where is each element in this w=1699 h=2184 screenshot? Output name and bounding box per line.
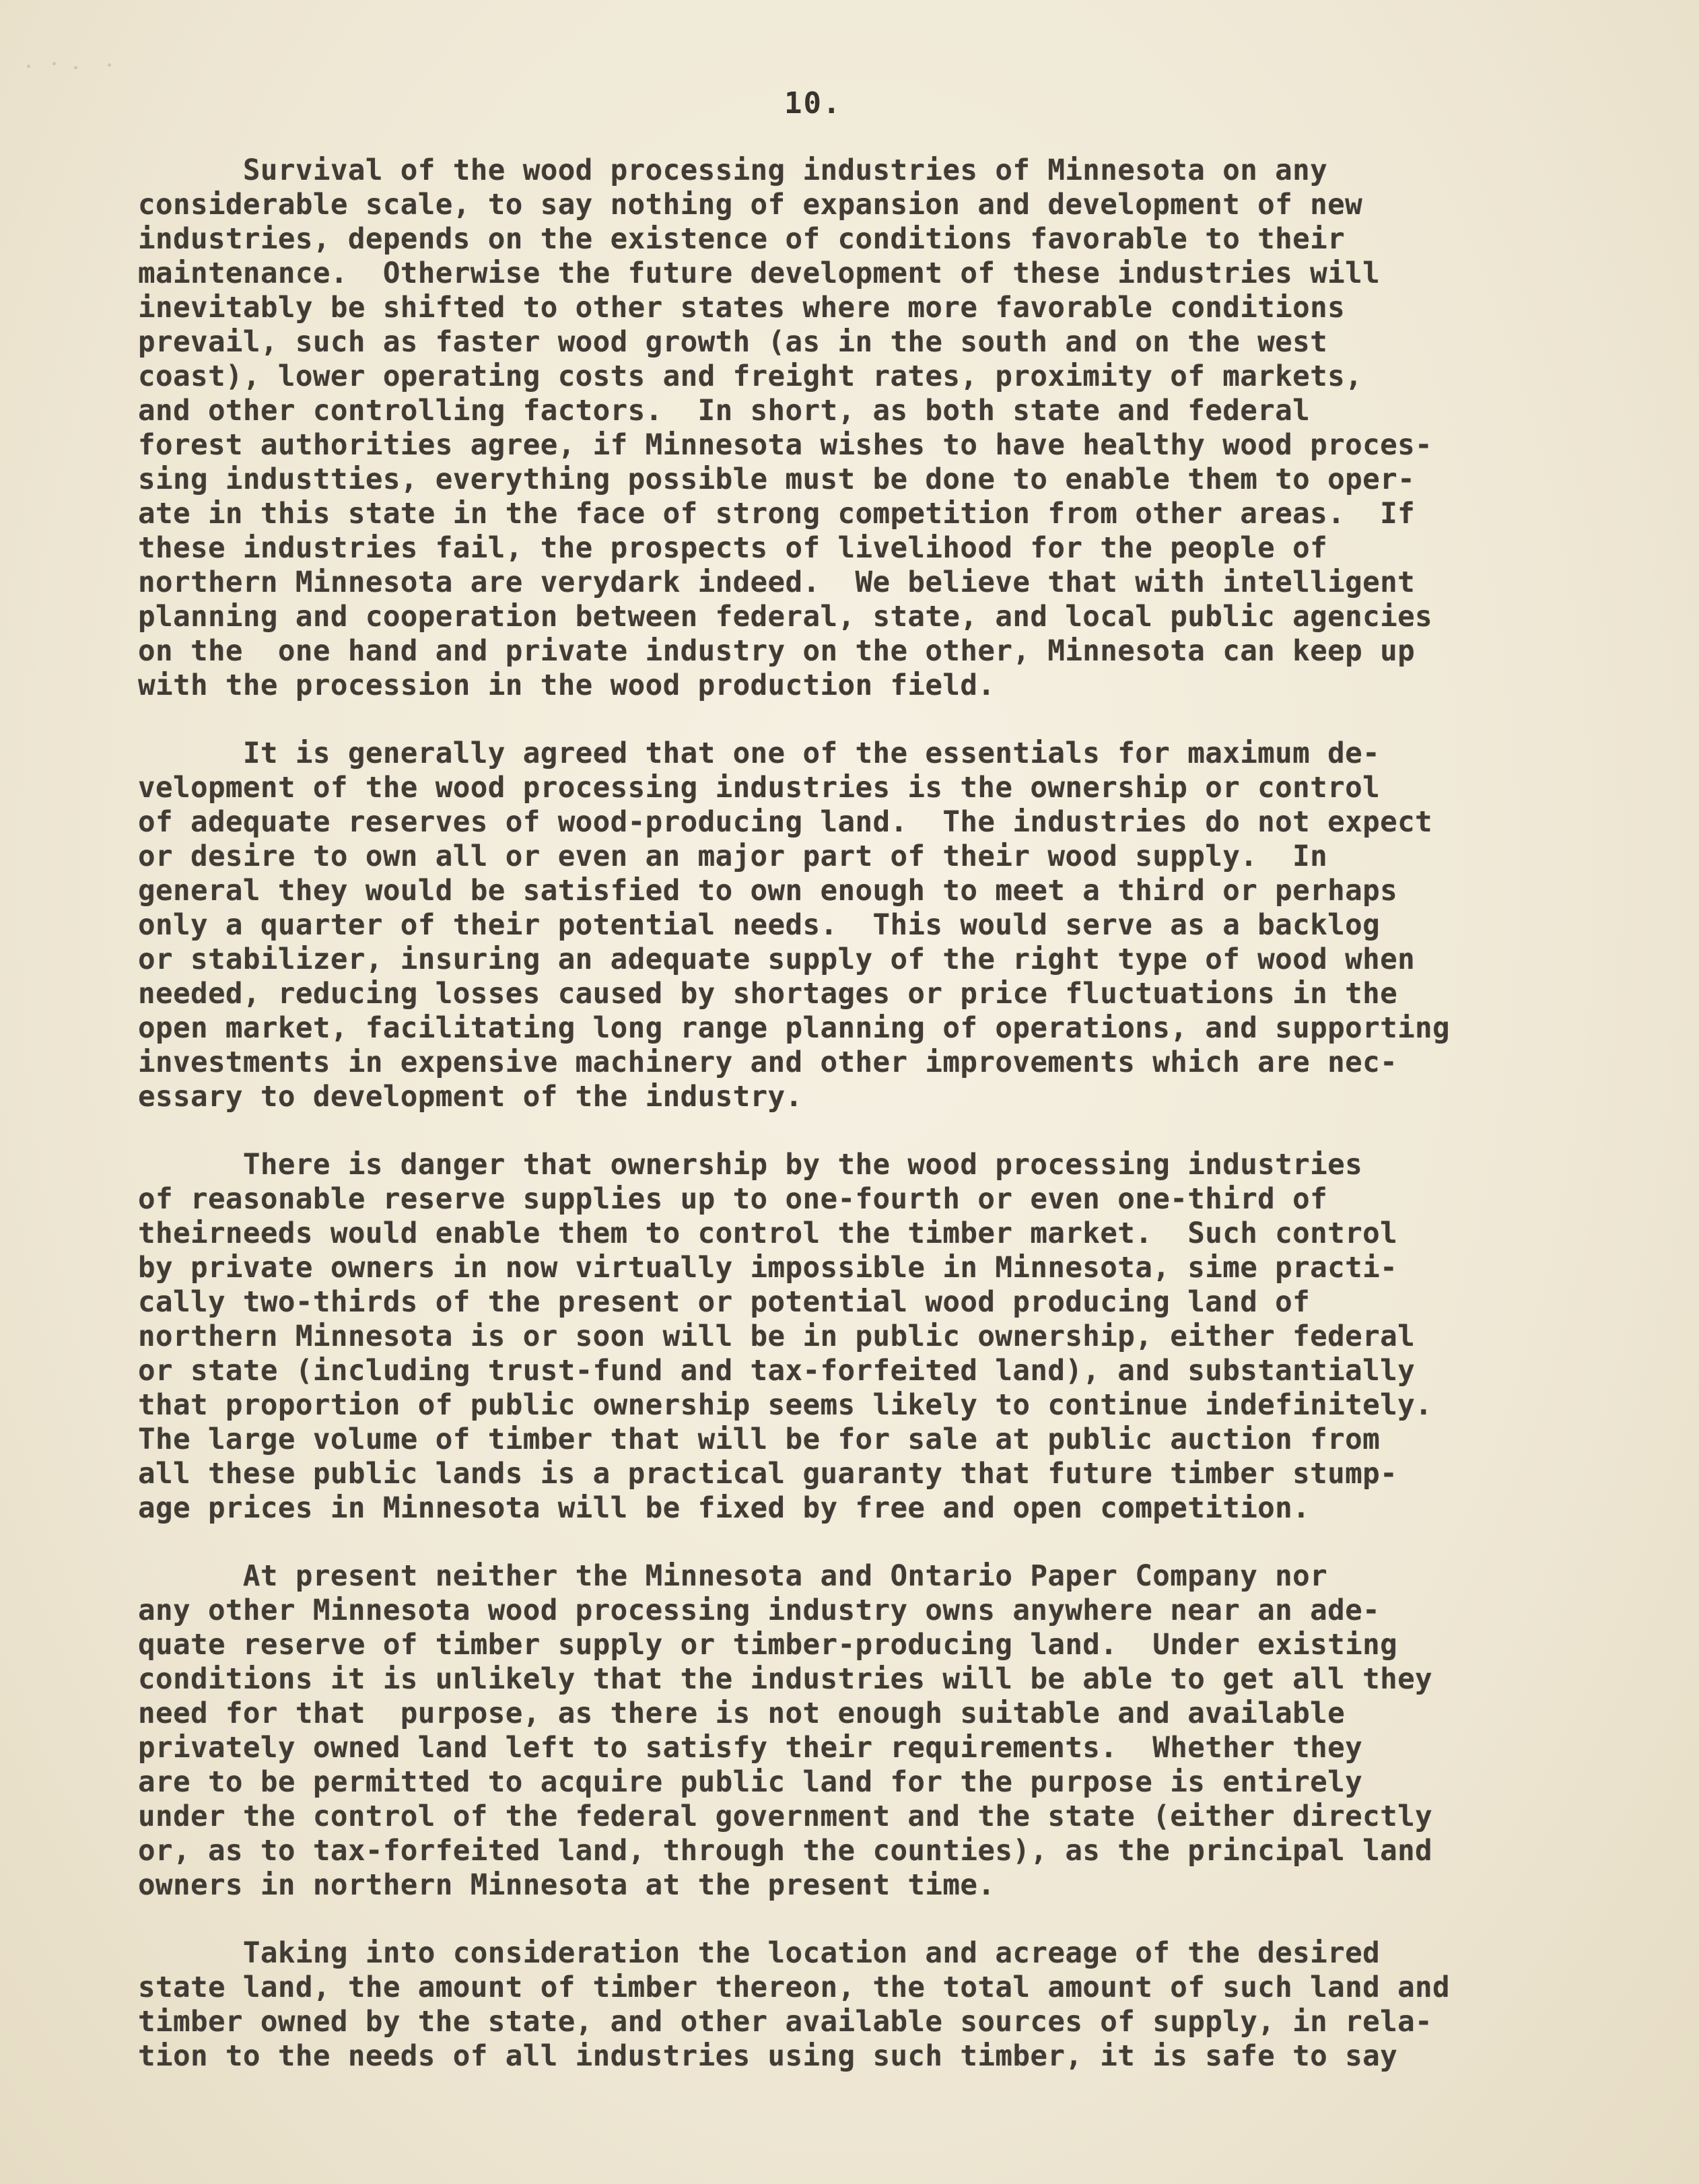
text-line: all these public lands is a practical guaranty that future timber stump- — [138, 1458, 1398, 1491]
text-line: maintenance. Otherwise the future development of these industries will — [138, 257, 1381, 290]
text-line: or state (including trust-fund and tax-forfeited land), and substantially — [138, 1355, 1416, 1388]
text-line: or, as to tax-forfeited land, through the counties), as the principal land — [138, 1835, 1433, 1868]
text-line: by private owners in now virtually impossible in Minnesota, sime practi- — [138, 1252, 1398, 1285]
text-line: state land, the amount of timber thereon, the total amount of such land and — [138, 1971, 1451, 2004]
text-line: these industries fail, the prospects of livelihood for the people of — [138, 532, 1328, 565]
text-line: age prices in Minnesota will be fixed by free and open competition. — [138, 1492, 1311, 1525]
text-line: of adequate reserves of wood-producing land. The industries do not expect — [138, 806, 1433, 839]
text-line: with the procession in the wood production field. — [138, 669, 996, 702]
text-line: The large volume of timber that will be for sale at public auction from — [138, 1423, 1381, 1456]
text-line: essary to development of the industry. — [138, 1081, 803, 1114]
text-line: needed, reducing losses caused by shortages or price fluctuations in the — [138, 978, 1398, 1011]
text-line: sing industties, everything possible must be done to enable them to oper- — [138, 463, 1416, 496]
paragraph-3 — [138, 1148, 1666, 1526]
text-line: only a quarter of their potential needs. This would serve as a backlog — [138, 909, 1381, 942]
text-line: timber owned by the state, and other available sources of supply, in rela- — [138, 2006, 1433, 2039]
text-line: considerable scale, to say nothing of expansion and development of new — [138, 189, 1363, 221]
text-line: that proportion of public ownership seems likely to continue indefinitely. — [138, 1389, 1433, 1422]
text-line: on the one hand and private industry on the other, Minnesota can keep up — [138, 635, 1416, 668]
text-line: planning and cooperation between federal, state, and local public agencies — [138, 601, 1433, 634]
page-number: 10. — [784, 86, 842, 121]
text-line: Taking into consideration the location and acreage of the desired — [138, 1937, 1381, 1970]
text-line: owners in northern Minnesota at the present time. — [138, 1869, 996, 1902]
text-line: inevitably be shifted to other states where more favorable conditions — [138, 292, 1346, 325]
paragraph-5 — [138, 1936, 1666, 2074]
paper-specks — [27, 61, 148, 81]
text-line: need for that purpose, as there is not enough suitable and available — [138, 1697, 1346, 1730]
text-line: under the control of the federal government and the state (either directly — [138, 1800, 1433, 1833]
text-line: open market, facilitating long range planning of operations, and supporting — [138, 1012, 1451, 1045]
text-line: privately owned land left to satisfy their requirements. Whether they — [138, 1732, 1363, 1765]
text-line: or stabilizer, insuring an adequate supply of the right type of wood when — [138, 943, 1416, 976]
text-line: or desire to own all or even an major part of their wood supply. In — [138, 840, 1328, 873]
text-line: velopment of the wood processing industries is the ownership or control — [138, 772, 1381, 805]
text-line: quate reserve of timber supply or timber-producing land. Under existing — [138, 1629, 1398, 1662]
text-line: cally two-thirds of the present or potential wood producing land of — [138, 1286, 1311, 1319]
text-line: investments in expensive machinery and other improvements which are nec- — [138, 1046, 1398, 1079]
text-line: theirneeds would enable them to control the timber market. Such control — [138, 1217, 1398, 1250]
text-line: ate in this state in the face of strong competition from other areas. If — [138, 498, 1416, 531]
text-line: There is danger that ownership by the wood processing industries — [138, 1149, 1363, 1182]
text-line: of reasonable reserve supplies up to one-fourth or even one-third of — [138, 1183, 1328, 1216]
text-line: industries, depends on the existence of conditions favorable to their — [138, 223, 1346, 256]
text-line: coast), lower operating costs and freight rates, proximity of markets, — [138, 360, 1363, 393]
paragraph-2 — [138, 737, 1666, 1114]
text-line: any other Minnesota wood processing industry owns anywhere near an ade- — [138, 1594, 1381, 1627]
text-line: Survival of the wood processing industries of Minnesota on any — [138, 154, 1328, 187]
text-line: northern Minnesota are verydark indeed. We believe that with intelligent — [138, 566, 1416, 599]
text-line: general they would be satisfied to own enough to meet a third or perhaps — [138, 875, 1398, 908]
text-line: prevail, such as faster wood growth (as in the south and on the west — [138, 326, 1328, 359]
text-line: northern Minnesota is or soon will be in public ownership, either federal — [138, 1320, 1416, 1353]
text-line: and other controlling factors. In short, as both state and federal — [138, 395, 1311, 428]
text-line: It is generally agreed that one of the essentials for maximum de- — [138, 737, 1381, 770]
text-line: forest authorities agree, if Minnesota wishes to have healthy wood proces- — [138, 429, 1433, 462]
text-line: are to be permitted to acquire public land for the purpose is entirely — [138, 1766, 1363, 1799]
paragraph-1 — [138, 153, 1666, 703]
text-line: conditions it is unlikely that the industries will be able to get all they — [138, 1663, 1433, 1696]
paragraph-4 — [138, 1559, 1666, 1903]
text-line: tion to the needs of all industries using such timber, it is safe to say — [138, 2040, 1398, 2073]
document-body — [138, 153, 1666, 2107]
text-line: At present neither the Minnesota and Ontario Paper Company nor — [138, 1560, 1328, 1593]
